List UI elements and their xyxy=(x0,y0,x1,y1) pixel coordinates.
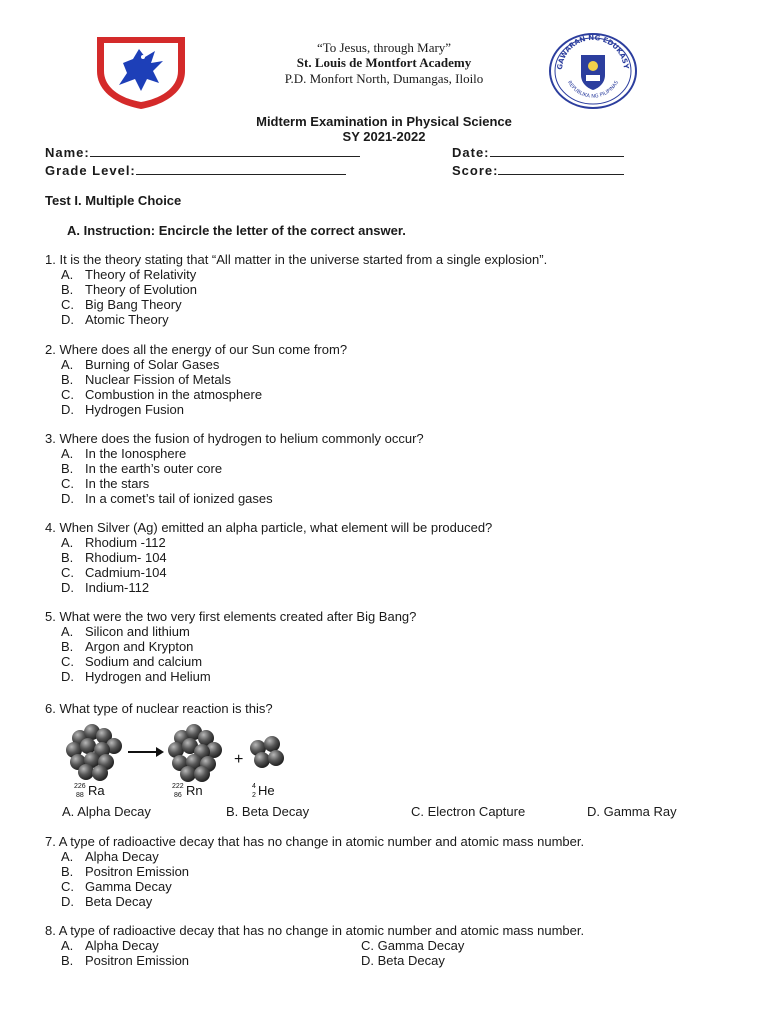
option-d[interactable]: D. Hydrogen Fusion xyxy=(61,402,184,417)
question-4-options xyxy=(61,535,167,595)
option-a[interactable]: A. Burning of Solar Gases xyxy=(61,357,220,372)
option-b[interactable]: B. Theory of Evolution xyxy=(61,282,198,297)
rn-symbol: Rn xyxy=(186,783,203,798)
q8-option-d[interactable]: D. Beta Decay xyxy=(361,953,445,968)
option-a[interactable]: A. Alpha Decay xyxy=(61,849,159,864)
question-8: 8. A type of radioactive decay that has no change in atomic number and atomic mass number. xyxy=(45,923,585,938)
seal-bottom-text: REPUBLIKA NG PILIPINAS xyxy=(566,79,620,100)
name-blank[interactable] xyxy=(90,143,360,157)
question-2-options xyxy=(61,357,262,417)
q6-option-a[interactable]: A. Alpha Decay xyxy=(62,804,151,819)
option-a[interactable]: A. Silicon and lithium xyxy=(61,624,190,639)
question-3-options xyxy=(61,446,273,506)
option-d[interactable]: D. Beta Decay xyxy=(61,894,153,909)
option-c[interactable]: C. Gamma Decay xyxy=(61,879,172,894)
score-label: Score: xyxy=(452,163,499,178)
option-a[interactable]: A. Theory of Relativity xyxy=(61,267,197,282)
option-c[interactable]: C. Sodium and calcium xyxy=(61,654,203,669)
school-year: SY 2021-2022 xyxy=(342,129,426,144)
instruction: A. Instruction: Encircle the letter of the correct answer. xyxy=(67,223,406,238)
option-b[interactable]: B. In the earth’s outer core xyxy=(61,461,223,476)
radon-nucleus xyxy=(168,724,222,782)
rn-atomic: 86 xyxy=(174,792,182,799)
option-b[interactable]: B. Rhodium- 104 xyxy=(61,550,167,565)
question-3: 3. Where does the fusion of hydrogen to helium commonly occur? xyxy=(45,431,424,446)
school-address: P.D. Monfort North, Dumangas, Iloilo xyxy=(284,71,484,86)
grade-level-label: Grade Level: xyxy=(45,163,136,178)
q8-option-c[interactable]: C. Gamma Decay xyxy=(361,938,465,953)
ra-atomic: 88 xyxy=(76,792,84,799)
option-b[interactable]: B. Argon and Krypton xyxy=(61,639,194,654)
date-blank[interactable] xyxy=(490,143,624,157)
question-5-options xyxy=(61,624,211,684)
rn-mass: 222 xyxy=(172,783,184,790)
seal-top-text: GAWARAN NG EDUKASY xyxy=(555,33,630,71)
question-4: 4. When Silver (Ag) emitted an alpha particle, what element will be produced? xyxy=(45,520,493,535)
radium-nucleus xyxy=(66,724,122,781)
question-7: 7. A type of radioactive decay that has no change in atomic number and atomic mass number. xyxy=(45,834,585,849)
school-name: St. Louis de Montfort Academy xyxy=(296,55,472,70)
option-c[interactable]: C. Big Bang Theory xyxy=(61,297,182,312)
option-d[interactable]: D. Indium-112 xyxy=(61,580,150,595)
option-c[interactable]: C. Cadmium-104 xyxy=(61,565,167,580)
option-b[interactable]: B. Positron Emission xyxy=(61,864,190,879)
he-atomic: 2 xyxy=(252,792,256,799)
question-6: 6. What type of nuclear reaction is this? xyxy=(45,701,273,716)
option-d[interactable]: D. Hydrogen and Helium xyxy=(61,669,211,684)
ra-mass: 226 xyxy=(74,783,86,790)
helium-nucleus xyxy=(250,736,284,768)
name-label: Name: xyxy=(45,145,90,160)
option-c[interactable]: C. Combustion in the atmosphere xyxy=(61,387,263,402)
option-d[interactable]: D. In a comet’s tail of ionized gases xyxy=(61,491,273,506)
question-1-options xyxy=(61,267,197,327)
school-motto: “To Jesus, through Mary” xyxy=(316,40,452,55)
q8-option-a[interactable]: A. Alpha Decay xyxy=(61,938,159,953)
question-1: 1. It is the theory stating that “All matter in the universe started from a single explosion”. xyxy=(45,252,548,267)
date-label: Date: xyxy=(452,145,490,160)
option-c[interactable]: C. In the stars xyxy=(61,476,150,491)
alpha-decay-diagram xyxy=(62,718,302,802)
question-5: 5. What were the two very first elements created after Big Bang? xyxy=(45,609,417,624)
plus-sign: + xyxy=(234,751,244,768)
option-a[interactable]: A. In the Ionosphere xyxy=(61,446,187,461)
question-7-options xyxy=(61,849,189,909)
grade-level-field[interactable] xyxy=(45,161,346,178)
he-symbol: He xyxy=(258,783,275,798)
exam-title: Midterm Examination in Physical Science xyxy=(256,114,512,129)
he-mass: 4 xyxy=(252,783,256,790)
deped-seal xyxy=(548,33,638,109)
ra-symbol: Ra xyxy=(88,783,105,798)
name-field[interactable] xyxy=(45,143,360,160)
q6-option-d[interactable]: D. Gamma Ray xyxy=(587,804,677,819)
option-d[interactable]: D. Atomic Theory xyxy=(61,312,169,327)
q6-option-c[interactable]: C. Electron Capture xyxy=(411,804,526,819)
q6-option-b[interactable]: B. Beta Decay xyxy=(226,804,310,819)
question-2: 2. Where does all the energy of our Sun come from? xyxy=(45,342,348,357)
grade-level-blank[interactable] xyxy=(136,161,346,175)
q8-option-b[interactable]: B. Positron Emission xyxy=(61,953,190,968)
score-field[interactable] xyxy=(452,161,624,178)
date-field[interactable] xyxy=(452,143,624,160)
option-a[interactable]: A. Rhodium -112 xyxy=(61,535,166,550)
test-heading: Test I. Multiple Choice xyxy=(45,193,182,208)
option-b[interactable]: B. Nuclear Fission of Metals xyxy=(61,372,231,387)
score-blank[interactable] xyxy=(498,161,624,175)
